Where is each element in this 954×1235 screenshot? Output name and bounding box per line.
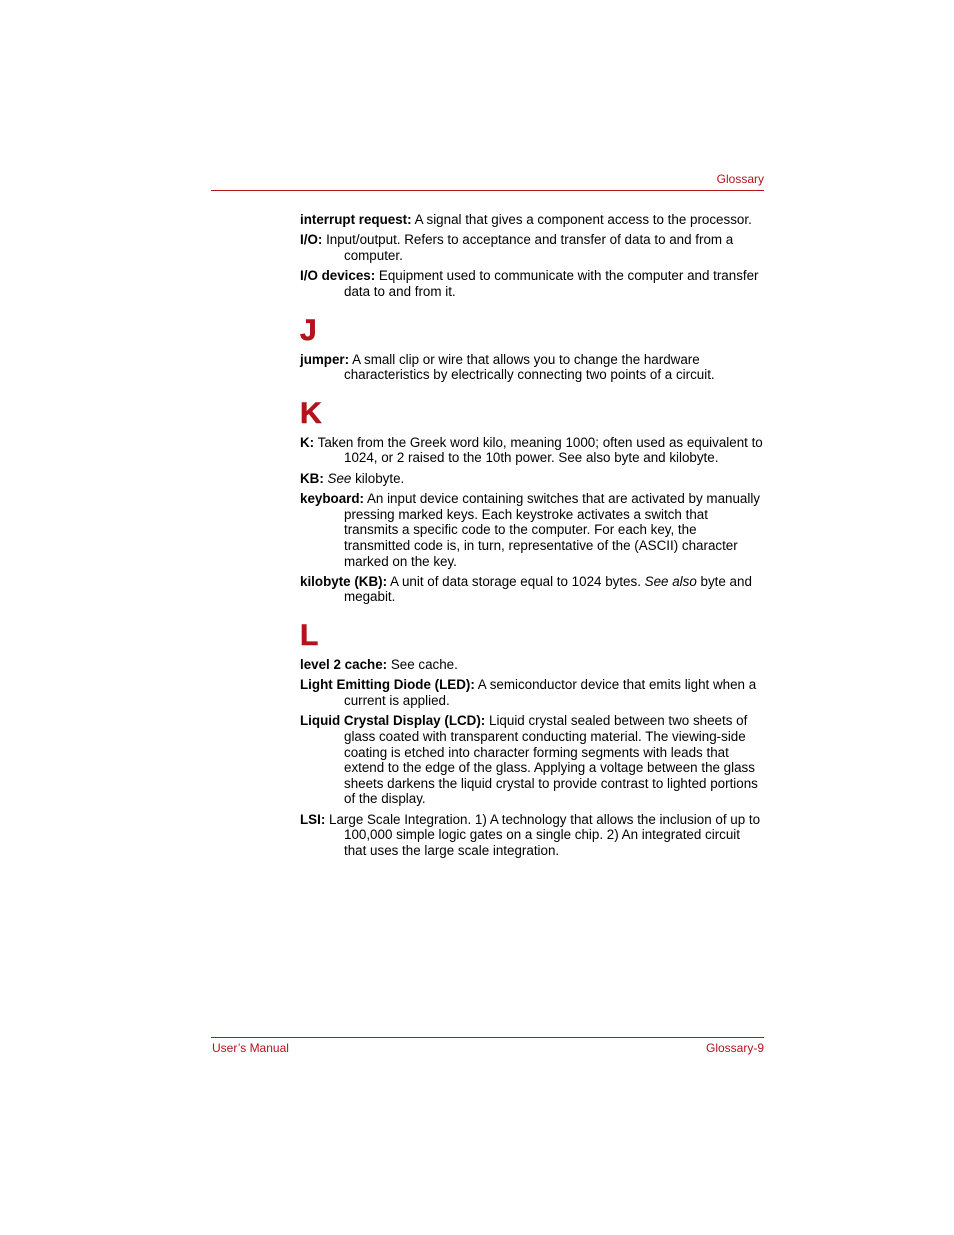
entry-definition: A unit of data storage equal to 1024 bytes. (390, 573, 641, 589)
entry-definition: Taken from the Greek word kilo, meaning 1000; often used as equivalent to 1024, or 2 raised to the 10th power. See also byte and kilobyte. (317, 434, 763, 466)
entry-definition: An input device containing switches that are activated by manually pressing marked keys. Each keystroke activates a switch that transmits a specific code to the computer. For each key, the transmitted code is, in turn, representative of the (ASCII) character marked on the key. (344, 491, 761, 569)
entry-term: kilobyte (KB): (300, 573, 388, 589)
entry-definition-continued: byte and megabit. (344, 573, 752, 605)
entry-term: level 2 cache: (300, 657, 388, 673)
glossary-entry (300, 435, 764, 466)
section-letter-l: L (300, 619, 319, 653)
entry-term: I/O devices: (300, 268, 376, 284)
entry-term: Liquid Crystal Display (LCD): (300, 713, 486, 729)
glossary-entry (300, 491, 764, 569)
running-header: Glossary (716, 172, 764, 186)
footer-rule (211, 1037, 764, 1038)
glossary-entry (300, 268, 764, 299)
page-number: Glossary-9 (705, 1041, 764, 1055)
footer-manual-title: User’s Manual (212, 1041, 289, 1055)
section-letter-k: K (300, 396, 322, 430)
glossary-entry (300, 352, 764, 383)
entry-definition-italic: See (327, 470, 352, 486)
section-letter-j: J (300, 313, 317, 347)
entry-definition: Liquid crystal sealed between two sheets of glass coated with transparent conducting material. The viewing-side coating is etched into character forming segments with leads that extend to the edge of the glass. Applying a voltage between the glass sheets darkens the liquid crystal to provide contrast to lighted portions of the display. (344, 713, 758, 807)
entry-definition-italic: See also (644, 573, 697, 589)
entry-term: K: (300, 434, 315, 450)
entry-definition: A semiconductor device that emits light when a current is applied. (344, 677, 757, 709)
entry-definition: A small clip or wire that allows you to change the hardware characteristics by electrically connecting two points of a circuit. (344, 351, 715, 383)
entry-definition: kilobyte. (355, 470, 405, 486)
entry-definition: Equipment used to communicate with the computer and transfer data to and from it. (344, 268, 759, 299)
entry-term: keyboard: (300, 491, 364, 507)
entry-term: LSI: (300, 811, 326, 827)
entry-term: I/O: (300, 232, 323, 248)
header-rule (211, 190, 764, 191)
entry-definition: See cache. (390, 657, 458, 673)
entry-term: KB: (300, 470, 324, 486)
glossary-entry (300, 574, 764, 605)
entry-definition: Large Scale Integration. 1) A technology that allows the inclusion of up to 100,000 simple logic gates on a single chip. 2) An integrated circuit that uses the large scale integration. (329, 811, 761, 858)
glossary-entry (300, 212, 764, 228)
entry-term: interrupt request: (300, 212, 412, 227)
glossary-content (300, 212, 764, 863)
entry-definition: Input/output. Refers to acceptance and transfer of data to and from a computer. (326, 232, 734, 263)
entry-term: jumper: (300, 351, 350, 367)
glossary-entry (300, 232, 764, 263)
glossary-entry (300, 677, 764, 708)
entry-term: Light Emitting Diode (LED): (300, 677, 475, 693)
glossary-entry (300, 657, 764, 673)
glossary-entry (300, 713, 764, 807)
entry-definition: A signal that gives a component access to the processor. (414, 212, 752, 227)
glossary-entry (300, 471, 764, 487)
glossary-entry (300, 812, 764, 859)
